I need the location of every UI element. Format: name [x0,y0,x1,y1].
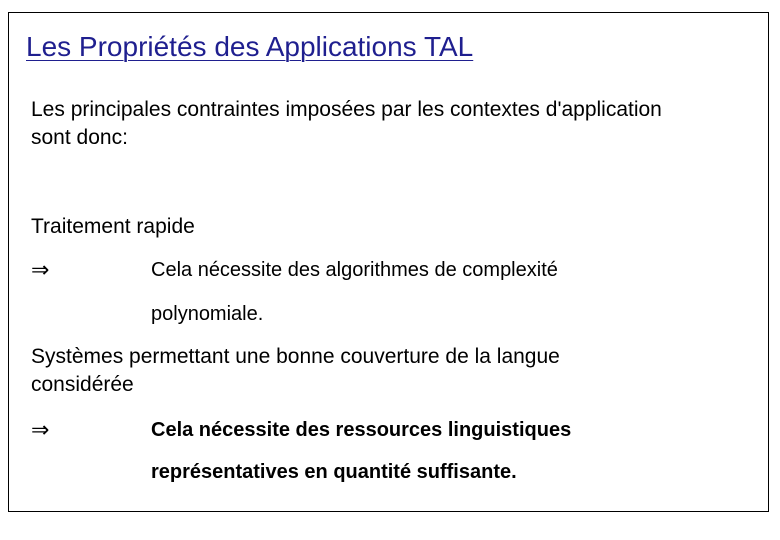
section-1-line-1: Cela nécessite des algorithmes de complexité [151,259,558,281]
implies-arrow-icon: ⇒ [31,417,50,442]
section-2-heading-line-2: considérée [31,373,134,396]
slide-title: Les Propriétés des Applications TAL [26,31,474,62]
intro-line-1: Les principales contraintes imposées par les contextes d'application [31,98,662,121]
section-2-heading [31,343,560,399]
intro-paragraph [31,96,662,152]
slide-frame [8,12,769,512]
section-2-line-2: représentatives en quantité suffisante. [151,461,517,483]
section-1-line-2: polynomiale. [151,303,264,325]
section-1-heading: Traitement rapide [31,215,195,238]
section-2-heading-line-1: Systèmes permettant une bonne couverture de la langue [31,345,560,368]
intro-line-2: sont donc: [31,126,128,149]
implies-arrow-icon: ⇒ [31,257,50,282]
section-2-line-1: Cela nécessite des ressources linguistiques [151,419,572,441]
